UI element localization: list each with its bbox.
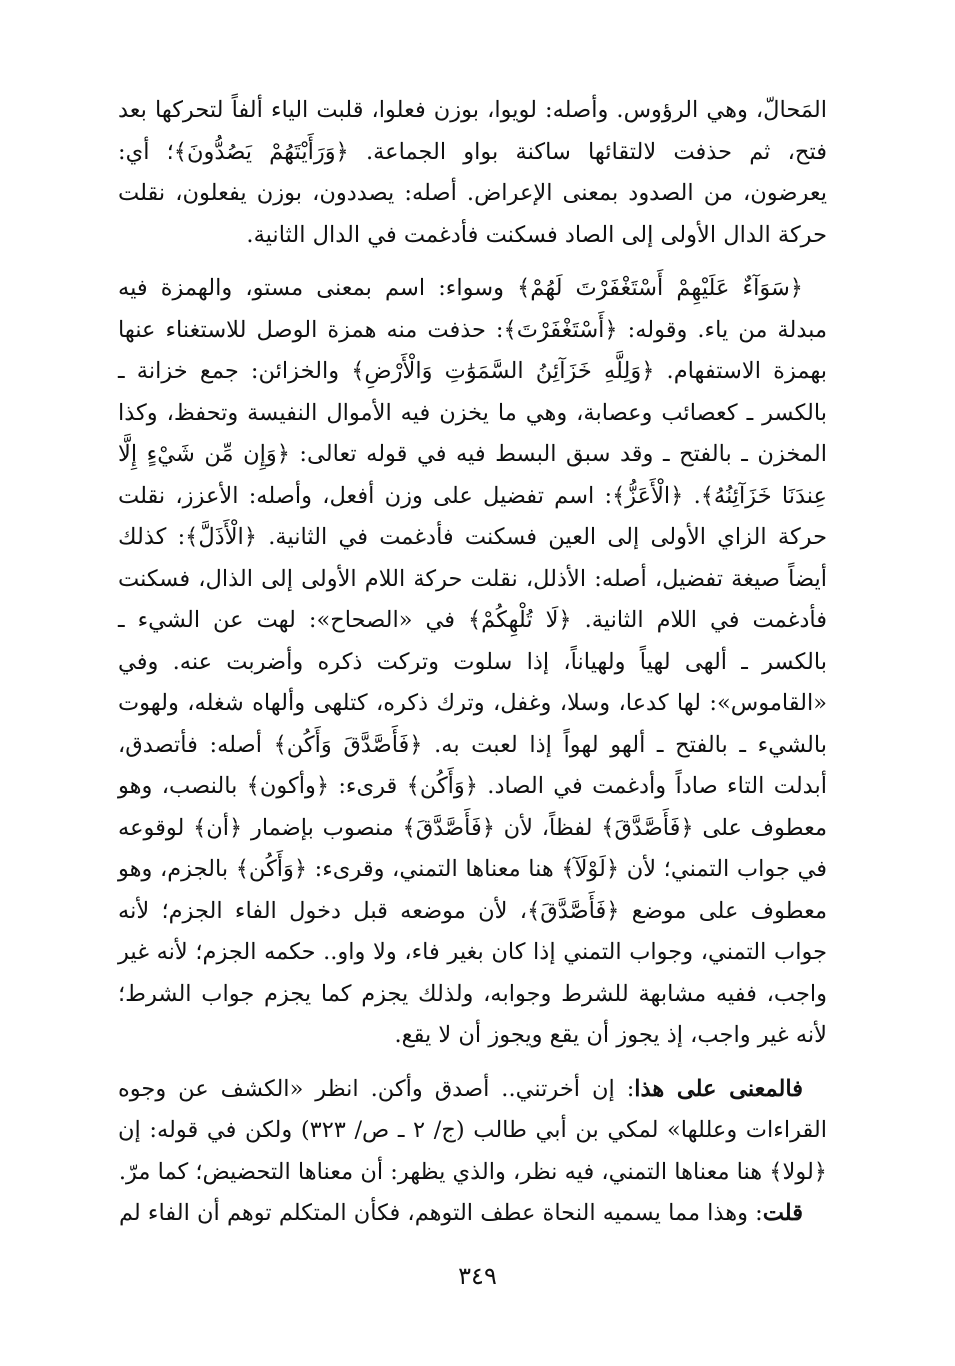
paragraph-4-text: : وهذا مما يسميه النحاة عطف التوهم، فكأن المتكلم توهم أن الفاء لم [118,1200,763,1226]
paragraph-3-text: : إن أخرتني.. أصدق وأكن. انظر «الكشف عن وجوه القراءات وعللها» لمكي بن أبي طالب (ج/ ٢ ـ ص/ ٣٢٣) ولكن في قوله: إن ﴿لولا﴾ هنا معناها التمني، فيه نظر، والذي يظهر: أن معناها التحضيض؛ كما مرّ. [118,1075,827,1185]
paragraph-2-text: ﴿سَوَآءٌ عَلَيْهِمْ أَسْتَغْفَرْتَ لَهُمْ﴾ وسواء: اسم بمعنى مستو، والهمزة فيه مبدلة من ياء. وقوله: ﴿أَسْتَغْفَرْتَ﴾: حذفت منه همزة الوصل للاستغناء عنها بهمزة الاستفهام. ﴿وَلِلَّهِ خَزَآئِنُ السَّمَوَٰتِ وَالْأَرْضِ﴾ والخزائن: جمع خزانة ـ بالكسر ـ كعصائب وعصابة، وهي ما يخزن فيه الأموال النفيسة وتحفظ، وكذا المخزن ـ بالفتح ـ وقد سبق البسط فيه في قوله تعالى: ﴿وَإِن مِّن شَيْءٍ إِلَّا عِندَنَا خَزَآئِنُهُ﴾. ﴿الْأَعَزُّ﴾: اسم تفضيل على وزن أفعل، وأصله: الأعزز، نقلت حركة الزاي الأولى إلى العين فسكنت فأدغمت في الثانية. ﴿الْأَذَلَّ﴾: كذلك أيضاً صيغة تفضيل، أصله: الأذلل، نقلت حركة اللام الأولى إلى الذال، فسكنت فأدغمت في اللام الثانية. ﴿لَا تُلْهِكُمْ﴾ في «الصحاح»: لهت عن الشيء ـ بالكسر ـ ألهى لهياً ولهياناً، إذا سلوت وتركت ذكره وأضربت عنه. وفي «القاموس»: لها كدعا، وسلا، وغفل، وترك ذكره، كتلهى وألهاه شغله، ولهوت بالشيء ـ بالفتح ـ ألهو لهواً إذا لعبت به. ﴿فَأَصَّدَّقَ وَأَكُن﴾ أصله: فأتصدق، أبدلت التاء صاداً وأدغمت في الصاد. ﴿وَأَكُن﴾ قرىء: ﴿وأكون﴾ بالنصب، وهو معطوف على ﴿فَأَصَّدَّقَ﴾ لفظاً، لأن ﴿فَأَصَّدَّقَ﴾ منصوب بإضمار ﴿أن﴾ لوقوعه في جواب التمني؛ لأن ﴿لَوْلَآ﴾ هنا معناها التمني، وقرىء: ﴿وَأَكُن﴾ بالجزم، وهو معطوف على موضع ﴿فَأَصَّدَّقَ﴾، لأن موضعه قبل دخول الفاء الجزم؛ لأنه جواب التمني، وجواب التمني إذا كان بغير فاء، ولا واو.. حكمه الجزم؛ لأنه غير واجب، ففيه مشابهة للشرط وجوابه، ولذلك يجزم كما يجزم جواب الشرط؛ لأنه غير واجب، إذ يجوز أن يقع ويجوز أن لا يقع. [118,275,827,1048]
paragraph-2 [118,268,827,1057]
paragraph-3 [118,1069,827,1194]
paragraph-3-lead: فالمعنى على هذا [634,1075,803,1102]
page-body [118,90,827,1235]
paragraph-4 [118,1193,827,1235]
paragraph-1 [118,90,827,256]
paragraph-1-text: المَحالّ، وهي الرؤوس. وأصله: لويوا، بوزن فعلوا، قلبت الياء ألفاً لتحركها بعد فتح، ثم حذفت لالتقائها ساكنة بواو الجماعة. ﴿وَرَأَيْتَهُمْ يَصُدُّونَ﴾؛ أي: يعرضون، من الصدود بمعنى الإعراض. أصله: يصددون، بوزن يفعلون، نقلت حركة الدال الأولى إلى الصاد فسكنت فأدغمت في الدال الثانية. [118,97,827,248]
page-number: ٣٤٩ [458,1262,497,1290]
paragraph-4-lead: قلت [762,1200,803,1226]
